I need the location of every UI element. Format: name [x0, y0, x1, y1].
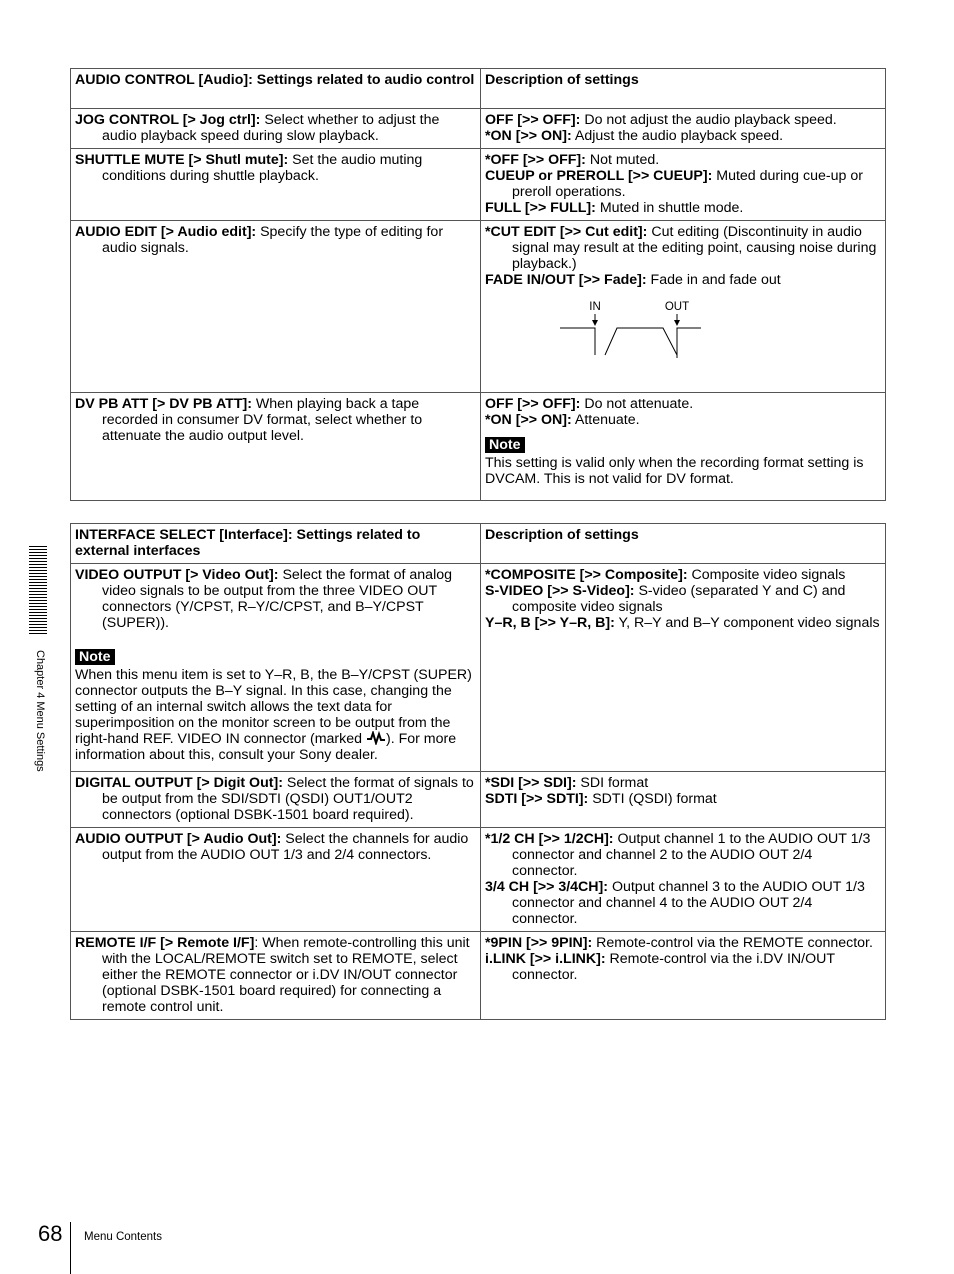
option-text: Y, R–Y and B–Y component video signals: [614, 615, 880, 631]
diagram-in-label: IN: [589, 301, 601, 313]
option-label: *CUT EDIT [>> Cut edit]:: [485, 224, 648, 240]
setting-name: AUDIO EDIT [> Audio edit]:: [75, 224, 257, 240]
option-item: [485, 396, 881, 412]
table-header-right: Description of settings: [481, 524, 886, 564]
fade-envelope: [605, 328, 677, 355]
option-label: *SDI [>> SDI]:: [485, 775, 577, 791]
setting-name-cell: [71, 109, 481, 149]
option-label: i.LINK [>> i.LINK]:: [485, 951, 606, 967]
option-label: OFF [>> OFF]:: [485, 396, 581, 412]
setting-text: Select the format of signals to be output from the SDI/SDTI (QSDI) OUT1/OUT2 connectors (optional DSBK-1501 board required).: [102, 775, 474, 823]
table-row: [71, 564, 886, 772]
diagram-out-label: OUT: [664, 301, 690, 313]
option-label: *1/2 CH [>> 1/2CH]:: [485, 831, 614, 847]
option-item: [485, 775, 881, 791]
option-text: Output channel 1 to the AUDIO OUT 1/3 connector and channel 2 to the AUDIO OUT 2/4 connector.: [512, 831, 871, 879]
option-label: *9PIN [>> 9PIN]:: [485, 935, 593, 951]
setting-text: When playing back a tape recorded in consumer DV format, select whether to attenuate the audio output level.: [102, 396, 423, 444]
chapter-side-label: Chapter 4 Menu Settings: [34, 650, 46, 772]
option-text: Muted in shuttle mode.: [595, 200, 744, 216]
setting-options-cell: [481, 149, 886, 221]
setting-name-cell: [71, 564, 481, 772]
table-row: [71, 149, 886, 221]
option-item: [485, 112, 881, 128]
option-item: [485, 583, 881, 615]
setting-text: Select the channels for audio output from the AUDIO OUT 1/3 and 2/4 connectors.: [102, 831, 469, 863]
option-label: Y–R, B [>> Y–R, B]:: [485, 615, 615, 631]
setting-description: [75, 112, 476, 144]
video-signal-icon: [366, 731, 386, 745]
setting-description: [75, 224, 476, 256]
setting-name: AUDIO OUTPUT [> Audio Out]:: [75, 831, 282, 847]
setting-name-cell: [71, 772, 481, 828]
setting-name-cell: [71, 932, 481, 1020]
page-number: 68: [38, 1221, 63, 1246]
note-label: Note: [485, 437, 525, 453]
option-text: Remote-control via the i.DV IN/OUT connector.: [512, 951, 835, 983]
setting-text: Set the audio muting conditions during shuttle playback.: [102, 152, 423, 184]
option-label: SDTI [>> SDTI]:: [485, 791, 589, 807]
setting-description: [75, 152, 476, 184]
note-text: This setting is valid only when the recording format setting is DVCAM. This is not valid for DV format.: [485, 455, 864, 487]
interface-select-table: [70, 523, 886, 1020]
option-text: Muted during cue-up or preroll operations.: [512, 168, 863, 200]
setting-name: DIGITAL OUTPUT [> Digit Out]:: [75, 775, 283, 791]
setting-name-cell: [71, 393, 481, 501]
setting-name: DV PB ATT [> DV PB ATT]:: [75, 396, 252, 412]
setting-options-cell: [481, 109, 886, 149]
fade-in-out-diagram: [555, 300, 705, 366]
chapter-tab-marker: [29, 546, 47, 636]
option-item: [485, 168, 881, 200]
option-text: Do not adjust the audio playback speed.: [580, 112, 837, 128]
setting-name-cell: [71, 221, 481, 393]
footer-divider: [70, 1222, 71, 1274]
option-label: 3/4 CH [>> 3/4CH]:: [485, 879, 608, 895]
option-item: [485, 128, 881, 144]
option-item: [485, 567, 881, 583]
setting-options-cell: [481, 932, 886, 1020]
setting-options-cell: [481, 564, 886, 772]
setting-text: Specify the type of editing for audio signals.: [102, 224, 444, 256]
option-item: [485, 200, 881, 216]
option-label: *ON [>> ON]:: [485, 128, 572, 144]
option-label: *OFF [>> OFF]:: [485, 152, 586, 168]
option-text: SDTI (QSDI) format: [588, 791, 717, 807]
option-text: SDI format: [576, 775, 649, 791]
table-row: [71, 109, 886, 149]
option-item: [485, 791, 881, 807]
option-text: Attenuate.: [571, 412, 640, 428]
in-cut-line: [560, 328, 595, 355]
setting-options-cell: [481, 772, 886, 828]
option-label: OFF [>> OFF]:: [485, 112, 581, 128]
setting-options-cell: [481, 828, 886, 932]
setting-name: JOG CONTROL [> Jog ctrl]:: [75, 112, 261, 128]
setting-name: SHUTTLE MUTE [> Shutl mute]:: [75, 152, 289, 168]
out-arrow-head: [674, 320, 680, 326]
option-text: S-video (separated Y and C) and composite video signals: [512, 583, 846, 615]
option-text: Not muted.: [585, 152, 660, 168]
out-cut-line: [677, 328, 701, 358]
table-header-row: [71, 524, 886, 564]
table-row: [71, 393, 886, 501]
option-label: S-VIDEO [>> S-Video]:: [485, 583, 635, 599]
table-row: [71, 772, 886, 828]
table-row: [71, 932, 886, 1020]
setting-name: REMOTE I/F [> Remote I/F]: [75, 935, 255, 951]
option-item: [485, 935, 881, 951]
setting-options-cell: [481, 221, 886, 393]
note-text-part: ). For more information about this, consult your Sony dealer.: [75, 731, 457, 763]
setting-text: Select whether to adjust the audio playback speed during slow playback.: [102, 112, 440, 144]
table-row: [71, 221, 886, 393]
setting-description: [75, 567, 476, 631]
setting-options-cell: [481, 393, 886, 501]
setting-name-cell: [71, 828, 481, 932]
table-row: [71, 828, 886, 932]
option-item: [485, 272, 881, 288]
setting-description: [75, 831, 476, 863]
setting-description: [75, 396, 476, 444]
table-header-left: AUDIO CONTROL [Audio]: Settings related to audio control: [71, 69, 481, 109]
option-text: Cut editing (Discontinuity in audio signal may result at the editing point, causing noise during playback.): [512, 224, 877, 272]
option-label: *COMPOSITE [>> Composite]:: [485, 567, 688, 583]
note-label: Note: [75, 649, 115, 665]
option-text: Adjust the audio playback speed.: [571, 128, 784, 144]
option-item: [485, 879, 881, 927]
option-label: *ON [>> ON]:: [485, 412, 572, 428]
note-text-part: When this menu item is set to Y–R, B, the B–Y/CPST (SUPER) connector outputs the B–Y signal. In this case, changing the setting of an internal switch allows the text data for superimposition on the monitor screen to be output from the right-hand REF. VIDEO IN connector (marked: [75, 667, 472, 747]
option-label: CUEUP or PREROLL [>> CUEUP]:: [485, 168, 713, 184]
table-header-right: Description of settings: [481, 69, 886, 109]
option-item: [485, 412, 881, 428]
table-header-row: [71, 69, 886, 109]
option-text: Composite video signals: [687, 567, 846, 583]
in-arrow-head: [592, 320, 598, 326]
setting-description: [75, 935, 476, 1015]
option-label: FULL [>> FULL]:: [485, 200, 596, 216]
table-header-left: INTERFACE SELECT [Interface]: Settings related to external interfaces: [71, 524, 481, 564]
setting-text: Select the format of analog video signals to be output from the three VIDEO OUT connectors (Y/CPST, R–Y/C/CPST, and B–Y/CPST (SUPER)).: [102, 567, 453, 631]
option-item: [485, 615, 881, 631]
setting-text: : When remote-controlling this unit with the LOCAL/REMOTE switch set to REMOTE, select either the REMOTE connector or i.DV IN/OUT connector (optional DSBK-1501 board required) for connecting a remote control unit.: [102, 935, 470, 1015]
audio-control-table: [70, 68, 886, 501]
footer-section-title: Menu Contents: [84, 1231, 162, 1243]
option-text: Fade in and fade out: [646, 272, 781, 288]
option-text: Output channel 3 to the AUDIO OUT 1/3 connector and channel 4 to the AUDIO OUT 2/4 connector.: [512, 879, 865, 927]
note-text: [75, 667, 476, 763]
option-text: Do not attenuate.: [580, 396, 694, 412]
option-item: [485, 224, 881, 272]
option-label: FADE IN/OUT [>> Fade]:: [485, 272, 647, 288]
option-item: [485, 951, 881, 983]
option-item: [485, 152, 881, 168]
setting-description: [75, 775, 476, 823]
setting-name-cell: [71, 149, 481, 221]
option-item: [485, 831, 881, 879]
setting-name: VIDEO OUTPUT [> Video Out]:: [75, 567, 279, 583]
option-text: Remote-control via the REMOTE connector.: [592, 935, 873, 951]
